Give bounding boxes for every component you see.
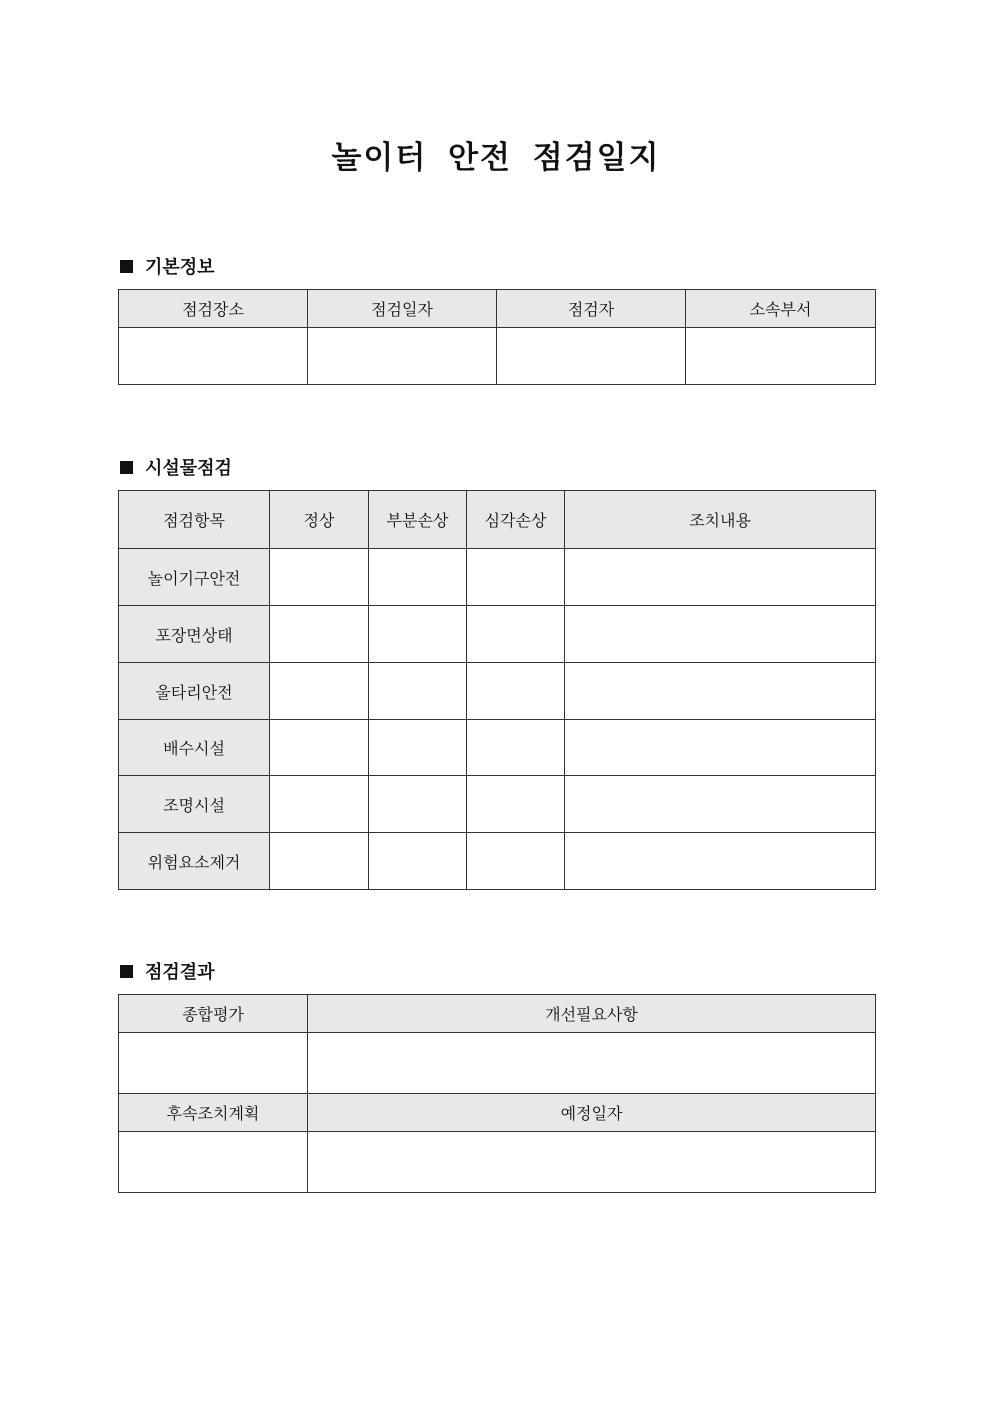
basic-info-table [118,289,876,385]
header-partial-damage: 부분손상 [369,491,467,549]
header-follow-up-plan: 후속조치계획 [119,1094,308,1132]
department-cell[interactable] [686,328,876,385]
follow-up-plan-cell[interactable] [119,1132,308,1193]
header-inspection-date: 점검일자 [308,290,497,328]
header-inspector: 점검자 [497,290,686,328]
header-action-taken: 조치내용 [565,491,876,549]
action-cell[interactable] [565,776,876,833]
partial-damage-cell[interactable] [369,663,467,720]
table-row [119,833,876,890]
severe-damage-cell[interactable] [467,606,565,663]
scheduled-date-cell[interactable] [308,1132,876,1193]
table-row [119,720,876,776]
item-label: 놀이기구안전 [119,549,270,606]
inspector-cell[interactable] [497,328,686,385]
section-heading-basic [120,253,215,279]
item-label: 포장면상태 [119,606,270,663]
inspection-date-cell[interactable] [308,328,497,385]
severe-damage-cell[interactable] [467,833,565,890]
section-heading-result [120,958,215,984]
inspection-result-table [118,994,876,1193]
header-normal: 정상 [270,491,369,549]
partial-damage-cell[interactable] [369,776,467,833]
normal-cell[interactable] [270,549,369,606]
item-label: 위험요소제거 [119,833,270,890]
severe-damage-cell[interactable] [467,776,565,833]
table-row [119,549,876,606]
page-title: 놀이터 안전 점검일지 [331,140,661,176]
action-cell[interactable] [565,663,876,720]
action-cell[interactable] [565,720,876,776]
improvements-needed-cell[interactable] [308,1033,876,1094]
item-label: 조명시설 [119,776,270,833]
inspection-place-cell[interactable] [119,328,308,385]
action-cell[interactable] [565,833,876,890]
header-inspection-item: 점검항목 [119,491,270,549]
section-heading-result-label: 점검결과 [145,962,215,983]
partial-damage-cell[interactable] [369,833,467,890]
table-row [119,606,876,663]
section-heading-facility-label: 시설물점검 [145,458,232,479]
facility-inspection-table [118,490,876,890]
header-department: 소속부서 [686,290,876,328]
item-label: 배수시설 [119,720,270,776]
action-cell[interactable] [565,606,876,663]
header-inspection-place: 점검장소 [119,290,308,328]
normal-cell[interactable] [270,720,369,776]
black-square-icon [120,260,133,273]
overall-evaluation-cell[interactable] [119,1033,308,1094]
normal-cell[interactable] [270,663,369,720]
table-row [119,663,876,720]
header-severe-damage: 심각손상 [467,491,565,549]
partial-damage-cell[interactable] [369,720,467,776]
header-overall-evaluation: 종합평가 [119,995,308,1033]
severe-damage-cell[interactable] [467,720,565,776]
table-row [119,776,876,833]
item-label: 울타리안전 [119,663,270,720]
action-cell[interactable] [565,549,876,606]
header-improvements-needed: 개선필요사항 [308,995,876,1033]
black-square-icon [120,965,133,978]
partial-damage-cell[interactable] [369,606,467,663]
black-square-icon [120,461,133,474]
header-scheduled-date: 예정일자 [308,1094,876,1132]
normal-cell[interactable] [270,606,369,663]
severe-damage-cell[interactable] [467,549,565,606]
normal-cell[interactable] [270,833,369,890]
section-heading-basic-label: 기본정보 [145,257,215,278]
normal-cell[interactable] [270,776,369,833]
severe-damage-cell[interactable] [467,663,565,720]
section-heading-facility [120,454,232,480]
partial-damage-cell[interactable] [369,549,467,606]
